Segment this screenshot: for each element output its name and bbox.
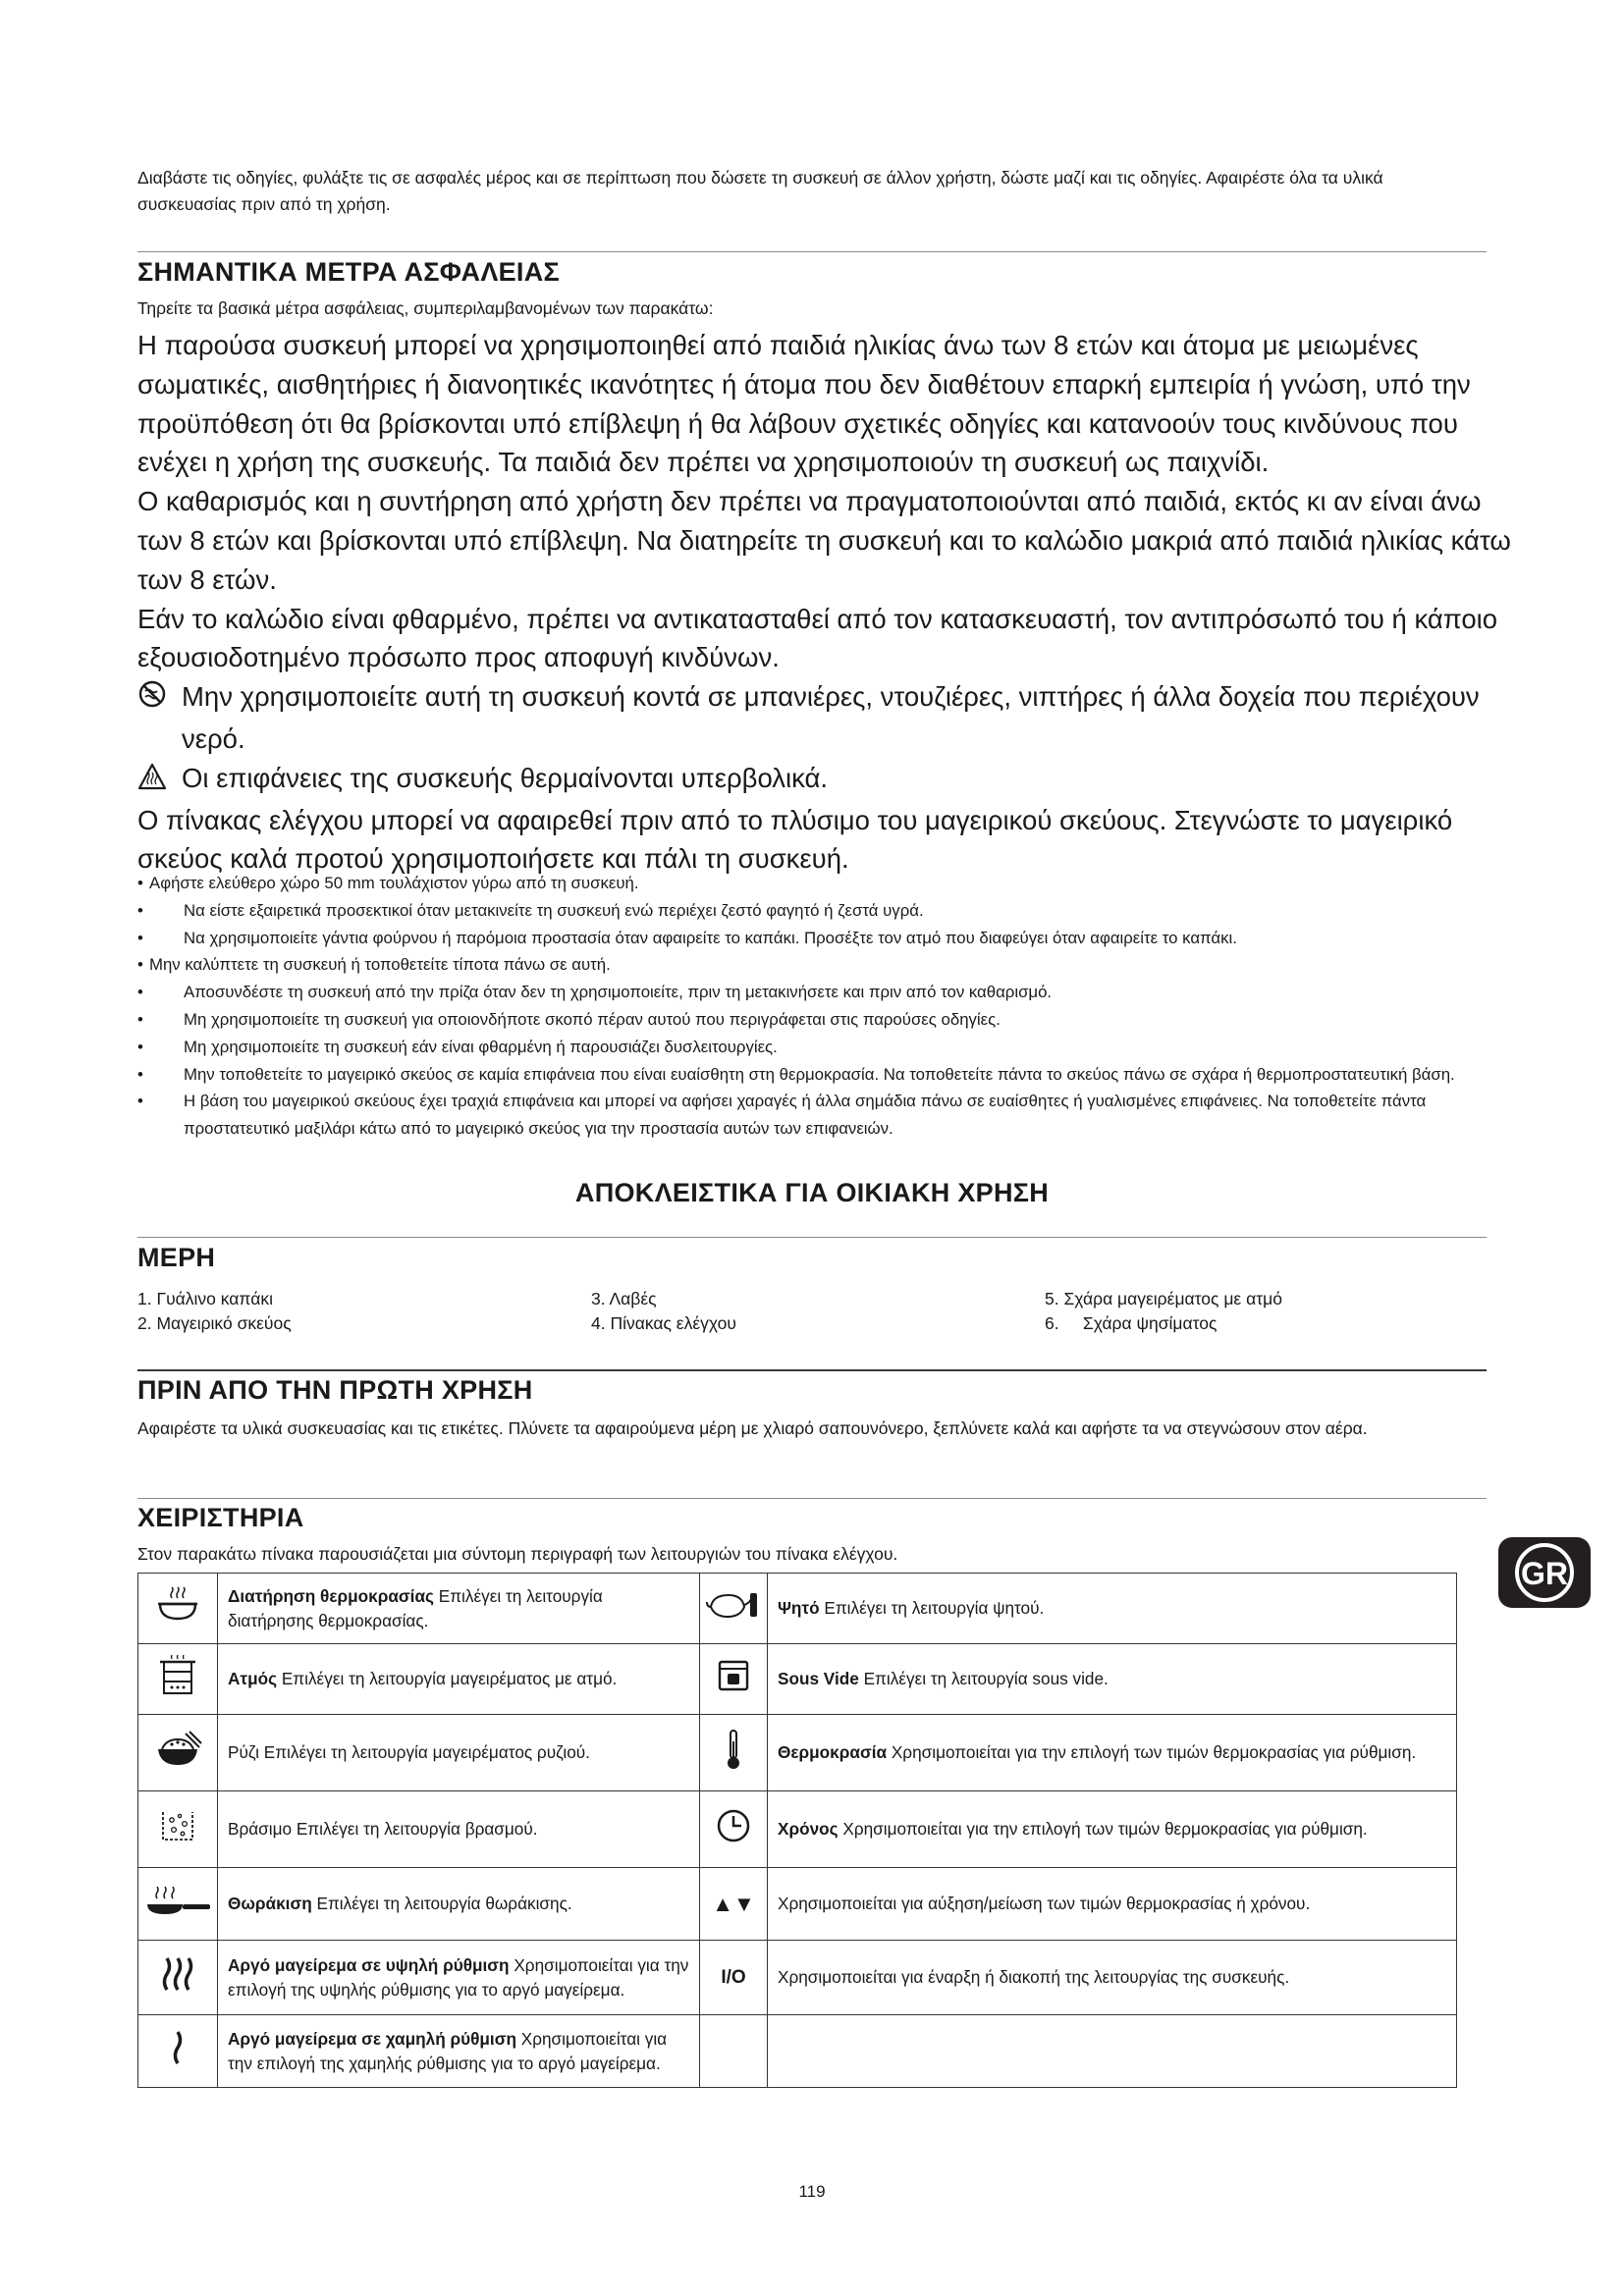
bullet-item: • Να είστε εξαιρετικά προσεκτικοί όταν μετακινείτε τη συσκευή ενώ περιέχει ζεστό φαγητό ή ζεστά υγρά.	[137, 900, 924, 920]
function-power: Χρησιμοποιείται για έναρξη ή διακοπή της λειτουργίας της συσκευής.	[768, 1941, 1457, 2015]
bullet-item: • Μην καλύπτετε τη συσκευή ή τοποθετείτε τίποτα πάνω σε αυτή.	[137, 955, 611, 975]
gr-badge-icon	[1498, 1537, 1591, 1608]
function-boil: Βράσιμο Επιλέγει τη λειτουργία βρασμού.	[218, 1791, 700, 1868]
warning-cleaning: Ο καθαρισμός και η συντήρηση από χρήστη δεν πρέπει να πραγματοποιούνται από παιδιά, εκτός κι αν είναι άνω των 8 ετών και βρίσκονται υπό επίβλεψη. Να διατηρείτε τη συσκευή και το καλώδιο μακριά από παιδιά ηλικίας κάτω των 8 ετών.	[137, 486, 1511, 595]
function-roast: Ψητό Επιλέγει τη λειτουργία ψητού.	[768, 1574, 1457, 1644]
controls-title: ΧΕΙΡΙΣΤΗΡΙΑ	[137, 1503, 304, 1532]
rice-icon	[138, 1715, 218, 1791]
country-code: GR	[1521, 1556, 1568, 1591]
warning-water-text: Μην χρησιμοποιείτε αυτή τη συσκευή κοντά σε μπανιέρες, ντουζιέρες, νιπτήρες ή άλλα δοχεία που περιέχουν νερό.	[182, 681, 1480, 754]
boil-icon	[138, 1791, 218, 1868]
keep-warm-icon	[138, 1574, 218, 1644]
no-water-icon	[137, 679, 182, 720]
divider	[137, 251, 1487, 252]
function-sear: Θωράκιση Επιλέγει τη λειτουργία θωράκισης.	[218, 1868, 700, 1941]
empty-cell	[700, 2015, 768, 2088]
slow-cook-low-icon	[138, 2015, 218, 2088]
first-use-title: ΠΡΙΝ ΑΠΟ ΤΗΝ ΠΡΩΤΗ ΧΡΗΣΗ	[137, 1375, 533, 1405]
household-use-heading: ΑΠΟΚΛΕΙΣΤΙΚΑ ΓΙΑ ΟΙΚΙΑΚΗ ΧΡΗΣΗ	[574, 1178, 1050, 1207]
function-adjust: Χρησιμοποιείται για αύξηση/μείωση των τιμών θερμοκρασίας ή χρόνου.	[768, 1868, 1457, 1941]
bullet-item: • Αφήστε ελεύθερο χώρο 50 mm τουλάχιστον γύρω από τη συσκευή.	[137, 874, 639, 892]
part-item: 2. Μαγειρικό σκεύος	[137, 1313, 292, 1333]
roast-icon	[700, 1574, 768, 1644]
warning-cord: Εάν το καλώδιο είναι φθαρμένο, πρέπει να αντικατασταθεί από τον κατασκευαστή, τον αντιπρόσωπό του ή κάποιο εξουσιοδοτημένο πρόσωπο προς αποφυγή κινδύνων.	[137, 603, 1498, 673]
part-item: 4. Πίνακας ελέγχου	[591, 1313, 736, 1333]
table-row	[138, 1644, 1457, 1715]
steam-icon	[138, 1644, 218, 1715]
parts-column-1	[137, 1287, 292, 1336]
safety-subtitle: Τηρείτε τα βασικά μέτρα ασφάλειας, συμπεριλαμβανομένων των παρακάτω:	[137, 298, 714, 318]
controls-subtitle: Στον παρακάτω πίνακα παρουσιάζεται μια σύντομη περιγραφή των λειτουργιών του πίνακα ελέγχου.	[137, 1544, 898, 1564]
warning-water	[137, 677, 1512, 759]
country-tab	[1498, 1537, 1591, 1608]
function-time: Χρόνος Χρησιμοποιείται για την επιλογή των τιμών θερμοκρασίας για ρύθμιση.	[768, 1791, 1457, 1868]
function-slow-cook-low: Αργό μαγείρεμα σε χαμηλή ρύθμιση Χρησιμοποιείται για την επιλογή της χαμηλής ρύθμισης για το αργό μαγείρεμα.	[218, 2015, 700, 2088]
table-row	[138, 1715, 1457, 1791]
sear-icon	[138, 1868, 218, 1941]
function-rice: Ρύζι Επιλέγει τη λειτουργία μαγειρέματος ρυζιού.	[218, 1715, 700, 1791]
safety-title: ΣΗΜΑΝΤΙΚΑ ΜΕΤΡΑ ΑΣΦΑΛΕΙΑΣ	[137, 257, 561, 287]
bullet-item: • Η βάση του μαγειρικού σκεύους έχει τραχιά επιφάνεια και μπορεί να αφήσει χαραγές ή άλλα σημάδια πάνω σε ευαίσθητες ή γυαλισμένες επιφάνειες. Να τοποθετείτε πάντα προστατευτικό μαξιλάρι κάτω από το μαγειρικό σκεύος για την προστασία αυτών των επιφανειών.	[137, 1092, 1427, 1139]
table-row	[138, 1791, 1457, 1868]
warning-hot-surface	[137, 759, 1512, 801]
function-sous-vide: Sous Vide Επιλέγει τη λειτουργία sous vide.	[768, 1644, 1457, 1715]
bullet-item: • Μη χρησιμοποιείτε τη συσκευή εάν είναι φθαρμένη ή παρουσιάζει δυσλειτουργίες.	[137, 1037, 778, 1056]
hot-surface-icon	[137, 762, 182, 801]
power-io-icon: I/O	[700, 1941, 768, 2015]
function-slow-cook-high: Αργό μαγείρεμα σε υψηλή ρύθμιση Χρησιμοποιείται για την επιλογή της υψηλής ρύθμισης για το αργό μαγείρεμα.	[218, 1941, 700, 2015]
part-item: 1. Γυάλινο καπάκι	[137, 1289, 274, 1308]
part-item: 3. Λαβές	[591, 1289, 657, 1308]
warning-hot-surface-text: Οι επιφάνειες της συσκευής θερμαίνονται υπερβολικά.	[182, 762, 829, 793]
table-row	[138, 1574, 1457, 1644]
safety-warnings	[137, 326, 1512, 879]
table-row	[138, 1868, 1457, 1941]
controls-table	[137, 1573, 1457, 2088]
part-item: 6. Σχάρα ψησίματος	[1045, 1313, 1218, 1333]
parts-column-3	[1045, 1287, 1282, 1336]
bullet-item: • Να χρησιμοποιείτε γάντια φούρνου ή παρόμοια προστασία όταν αφαιρείτε το καπάκι. Προσέξτε τον ατμό που διαφεύγει όταν αφαιρείτε το καπάκι.	[137, 928, 1237, 947]
safety-bullet-list	[137, 870, 1492, 1143]
function-temperature: Θερμοκρασία Χρησιμοποιείται για την επιλογή των τιμών θερμοκρασίας για ρύθμιση.	[768, 1715, 1457, 1791]
clock-icon	[700, 1791, 768, 1868]
function-keep-warm: Διατήρηση θερμοκρασίας Επιλέγει τη λειτουργία διατήρησης θερμοκρασίας.	[218, 1574, 700, 1644]
intro-text: Διαβάστε τις οδηγίες, φυλάξτε τις σε ασφαλές μέρος και σε περίπτωση που δώσετε τη συσκευή σε άλλον χρήστη, δώστε μαζί και τις οδηγίες. Αφαιρέστε όλα τα υλικά συσκευασίας πριν από τη χρήση.	[137, 168, 1383, 214]
sous-vide-icon	[700, 1644, 768, 1715]
warning-children: Η παρούσα συσκευή μπορεί να χρησιμοποιηθεί από παιδιά ηλικίας άνω των 8 ετών και άτομα με μειωμένες σωματικές, αισθητήριες ή διανοητικές ικανότητες ή άτομα που δεν διαθέτουν επαρκή εμπειρία ή γνώση, υπό την προϋπόθεση ότι θα βρίσκονται υπό επίβλεψη ή θα λάβουν σχετικές οδηγίες και κατανοούν τους κινδύνους που ενέχει η χρήση της συσκευής. Τα παιδιά δεν πρέπει να χρησιμοποιούν τη συσκευή ως παιχνίδι.	[137, 330, 1471, 478]
table-row	[138, 2015, 1457, 2088]
table-row	[138, 1941, 1457, 2015]
divider	[137, 1369, 1487, 1371]
first-use-text: Αφαιρέστε τα υλικά συσκευασίας και τις ετικέτες. Πλύνετε τα αφαιρούμενα μέρη με χλιαρό σαπουνόνερο, ξεπλύνετε καλά και αφήστε τα να στεγνώσουν στον αέρα.	[137, 1418, 1368, 1438]
bullet-item: • Μην τοποθετείτε το μαγειρικό σκεύος σε καμία επιφάνεια που είναι ευαίσθητη στη θερμοκρασία. Να τοποθετείτε πάντα το σκεύος πάνω σε σχάρα ή θερμοπροστατευτική βάση.	[137, 1064, 1455, 1084]
thermometer-icon	[700, 1715, 768, 1791]
slow-cook-high-icon	[138, 1941, 218, 2015]
parts-column-2	[591, 1287, 736, 1336]
divider	[137, 1237, 1487, 1238]
function-steam: Ατμός Επιλέγει τη λειτουργία μαγειρέματος με ατμό.	[218, 1644, 700, 1715]
up-down-arrows-icon: ▲▼	[700, 1868, 768, 1941]
parts-title: ΜΕΡΗ	[137, 1243, 216, 1272]
empty-cell	[768, 2015, 1457, 2088]
bullet-item: • Μη χρησιμοποιείτε τη συσκευή για οποιονδήποτε σκοπό πέραν αυτού που περιγράφεται στις παρούσες οδηγίες.	[137, 1009, 1001, 1029]
divider	[137, 1498, 1487, 1499]
part-item: 5. Σχάρα μαγειρέματος με ατμό	[1045, 1289, 1282, 1308]
page-number: 119	[798, 2182, 826, 2201]
warning-control-panel: Ο πίνακας ελέγχου μπορεί να αφαιρεθεί πριν από το πλύσιμο του μαγειρικού σκεύους. Στεγνώστε το μαγειρικό σκεύος καλά προτού χρησιμοποιήσετε και πάλι τη συσκευή.	[137, 804, 1453, 875]
bullet-item: • Αποσυνδέστε τη συσκευή από την πρίζα όταν δεν τη χρησιμοποιείτε, πριν τη μετακινήσετε και πριν από τον καθαρισμό.	[137, 983, 1053, 1002]
